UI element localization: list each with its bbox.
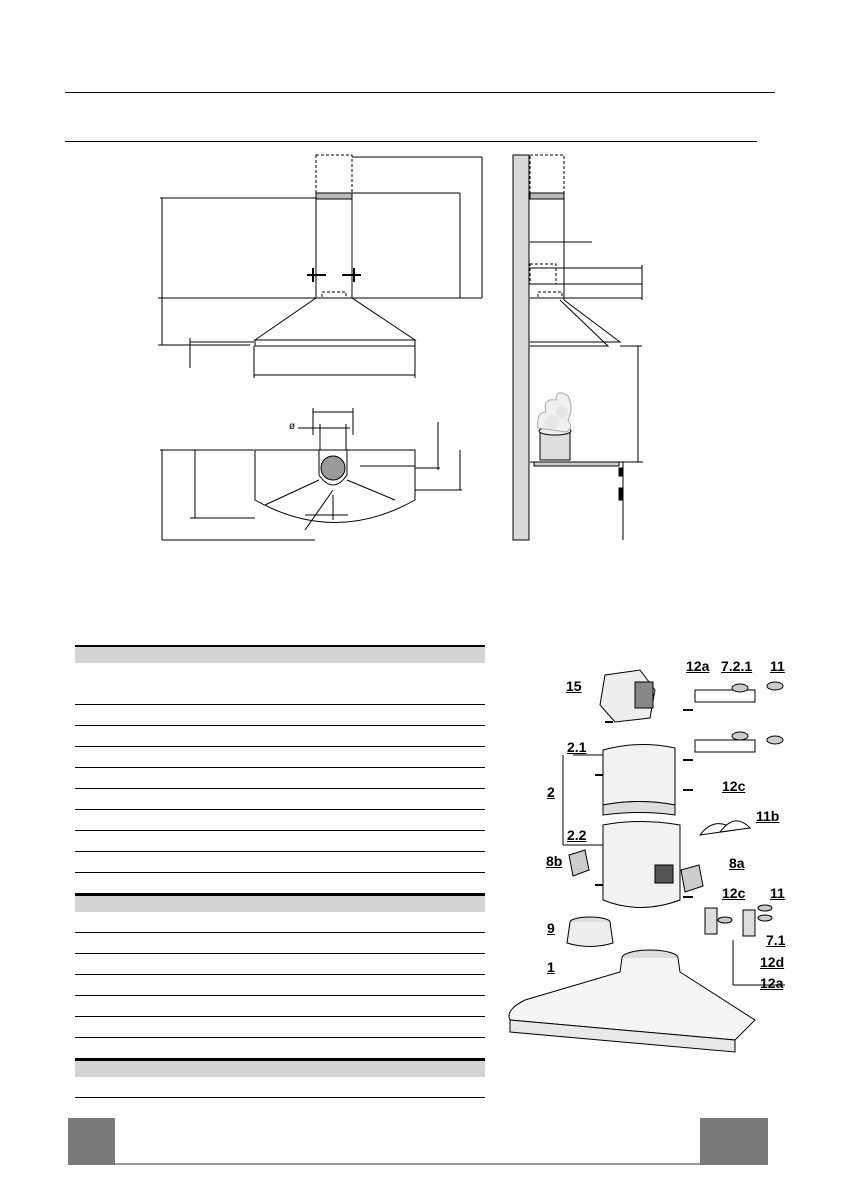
callout-12a-bottom: 12a	[760, 975, 784, 991]
table-row	[75, 831, 485, 852]
callout-8b: 8b	[546, 853, 563, 869]
footer-tab-right	[700, 1118, 768, 1165]
callout-11-bottom: 11	[770, 885, 785, 901]
callout-8a: 8a	[729, 855, 745, 871]
callout-12c-top: 12c	[722, 778, 746, 794]
hood-dimension-drawing	[150, 150, 490, 545]
callout-11b: 11b	[756, 808, 780, 824]
callout-12c-bottom: 12c	[722, 885, 746, 901]
callout-2-1: 2.1	[567, 739, 587, 755]
table-section-header-3	[75, 1059, 485, 1077]
callout-12d: 12d	[760, 954, 785, 970]
callout-15: 15	[566, 678, 582, 694]
table-row	[75, 726, 485, 747]
table-row	[75, 663, 485, 705]
header-rule-top	[65, 92, 775, 93]
table-section-header-1	[75, 645, 485, 663]
callout-7-1: 7.1	[766, 932, 786, 948]
table-row	[75, 789, 485, 810]
table-row	[75, 912, 485, 933]
table-row	[75, 975, 485, 996]
callout-1: 1	[547, 959, 555, 975]
footer-tab-left	[68, 1118, 115, 1165]
table-row	[75, 933, 485, 954]
parts-table	[75, 645, 485, 1098]
table-section-header-2	[75, 894, 485, 912]
table-row	[75, 852, 485, 873]
table-row	[75, 873, 485, 894]
callout-9: 9	[547, 920, 555, 936]
callout-2: 2	[547, 784, 555, 800]
callout-12a-top: 12a	[686, 658, 710, 674]
table-row	[75, 810, 485, 831]
table-row	[75, 1077, 485, 1098]
table-row	[75, 1038, 485, 1059]
callout-11-top: 11	[770, 658, 785, 674]
footer-rule	[115, 1163, 700, 1165]
table-row	[75, 954, 485, 975]
wall-installation-drawing	[508, 150, 648, 545]
header-rule-bottom	[65, 141, 757, 142]
callout-2-2: 2.2	[567, 827, 587, 843]
callout-7-2-1: 7.2.1	[721, 658, 753, 674]
table-row	[75, 705, 485, 726]
table-row	[75, 996, 485, 1017]
table-row	[75, 768, 485, 789]
table-row	[75, 1017, 485, 1038]
table-row	[75, 747, 485, 768]
diameter-symbol: ø	[289, 421, 296, 432]
